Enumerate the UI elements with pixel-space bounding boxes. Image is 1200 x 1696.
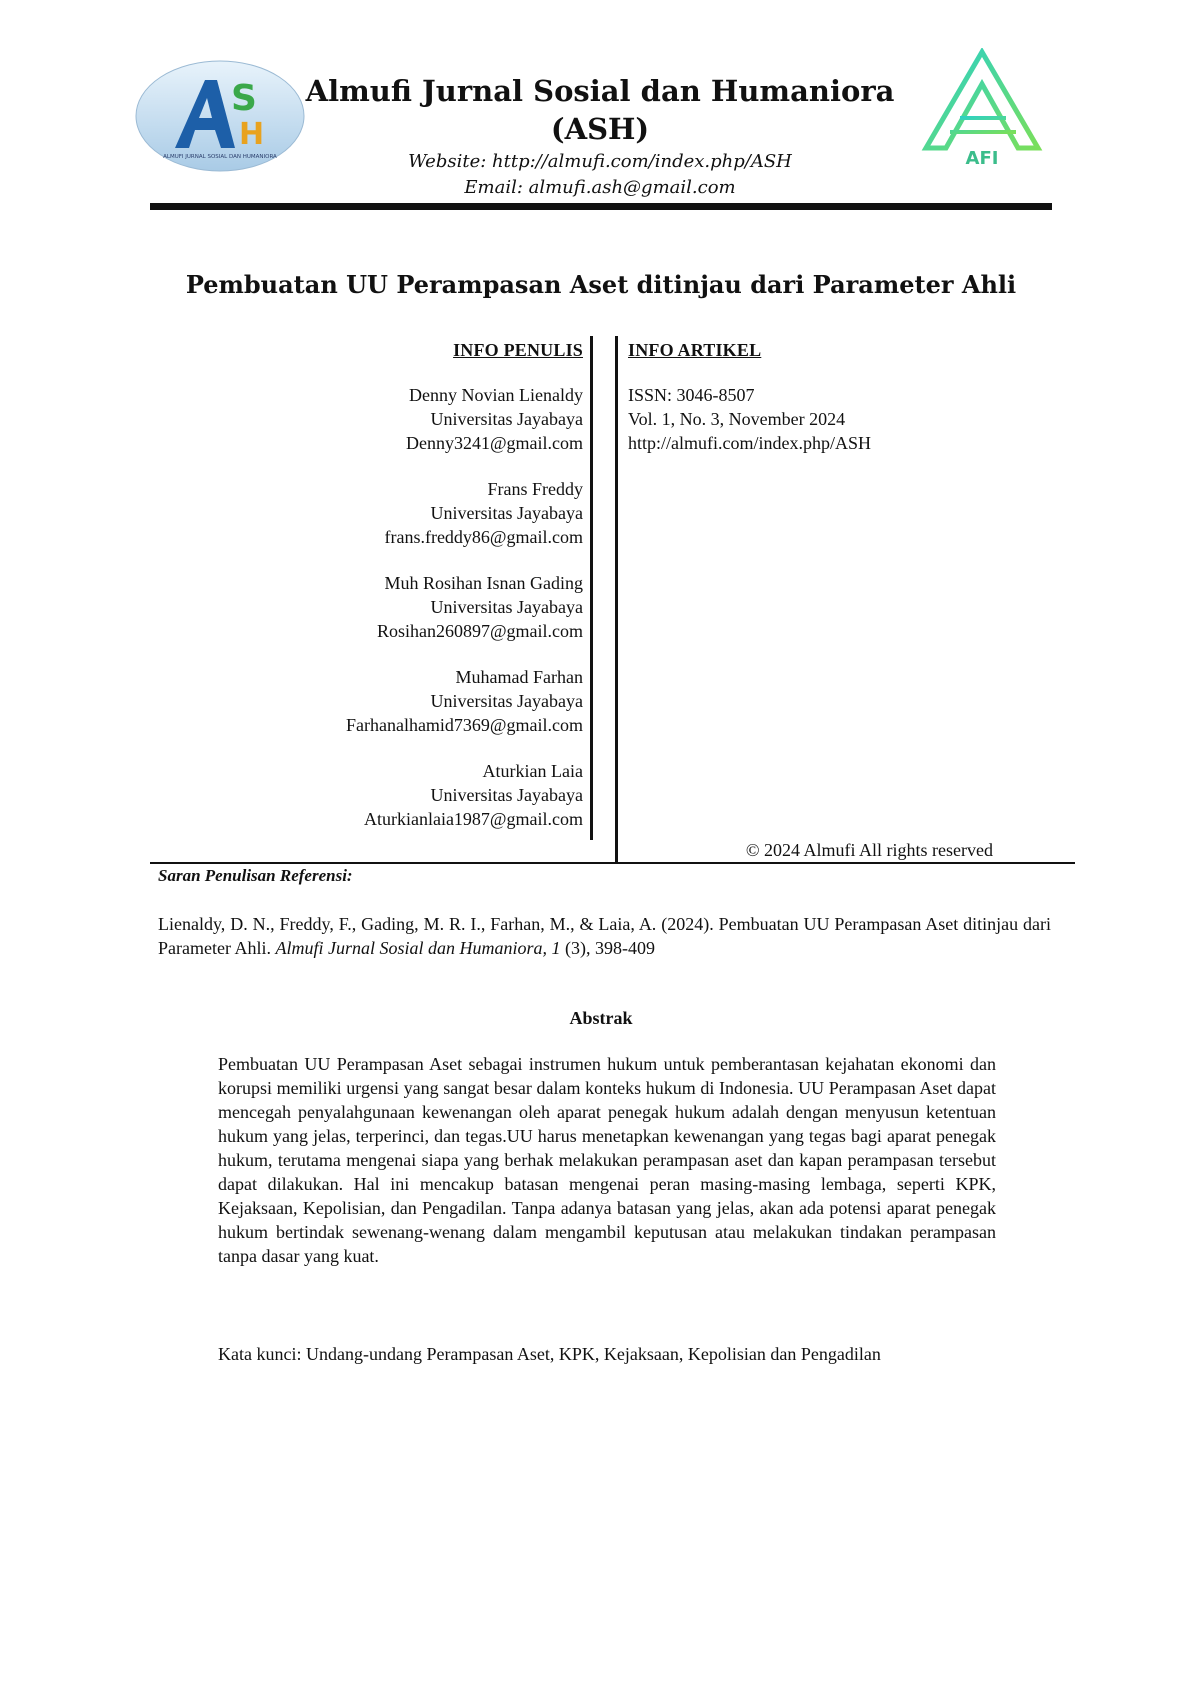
abstract-body: Pembuatan UU Perampasan Aset sebagai instrumen hukum untuk pemberantasan kejahatan ekonomi dan korupsi memiliki urgensi yang sangat besar dalam konteks hukum di Indonesia. UU Perampasan Aset dapat mencegah penyalahgunaan kewenangan oleh aparat penegak hukum adalah dengan menyusun ketentuan hukum yang jelas, terperinci, dan tegas.UU harus menetapkan kewenangan yang tegas bagi aparat penegak hukum, terutama mengenai siapa yang berhak melakukan perampasan aset dan kapan perampasan tersebut dapat dilakukan. Hal ini mencakup batasan mengenai peran masing-masing lembaga, seperti KPK, Kejaksaan, Kepolisian, dan Pengadilan. Tanpa adanya batasan yang jelas, akan ada potensi aparat penegak hukum bertindak sewenang-wenang dalam mengambil keputusan atau melakukan tindakan perampasan tanpa dasar yang kuat. <box>218 1054 996 1266</box>
journal-name-line1: Almufi Jurnal Sosial dan Humaniora <box>305 74 895 108</box>
copyright-notice: © 2024 Almufi All rights reserved <box>745 840 993 860</box>
info-divider <box>150 862 1075 864</box>
citation-label: Saran Penulisan Referensi: <box>158 866 353 885</box>
column-divider-right <box>615 336 618 864</box>
journal-website[interactable]: Website: http://almufi.com/index.php/ASH <box>408 151 792 172</box>
logo-caption: ALMUFI JURNAL SOSIAL DAN HUMANIORA <box>163 154 277 160</box>
author-list <box>250 383 583 831</box>
info-artikel-heading: INFO ARTIKEL <box>628 340 762 360</box>
author-affiliation: Universitas Jayabaya <box>430 409 583 429</box>
citation-text <box>158 912 1051 960</box>
author-block <box>250 665 583 737</box>
author-email[interactable]: Farhanalhamid7369@gmail.com <box>345 715 583 735</box>
info-penulis-heading: INFO PENULIS <box>453 340 583 360</box>
author-email[interactable]: Denny3241@gmail.com <box>405 433 583 453</box>
author-block <box>250 383 583 455</box>
author-block <box>250 477 583 549</box>
volume-info: Vol. 1, No. 3, November 2024 <box>628 409 846 429</box>
author-affiliation: Universitas Jayabaya <box>430 785 583 805</box>
author-email[interactable]: Rosihan260897@gmail.com <box>376 621 583 641</box>
issn: ISSN: 3046-8507 <box>628 385 755 405</box>
author-affiliation: Universitas Jayabaya <box>430 691 583 711</box>
svg-text:H: H <box>239 117 265 152</box>
journal-name-line2: (ASH) <box>550 112 650 146</box>
svg-text:S: S <box>231 78 257 119</box>
journal-url[interactable]: http://almufi.com/index.php/ASH <box>628 433 871 453</box>
author-block <box>250 759 583 831</box>
abstract-heading: Abstrak <box>569 1008 633 1028</box>
author-affiliation: Universitas Jayabaya <box>430 503 583 523</box>
column-divider-left <box>590 336 593 840</box>
info-penulis <box>250 340 583 831</box>
logo-afi-text: AFI <box>965 148 999 169</box>
author-name: Muh Rosihan Isnan Gading <box>384 573 583 593</box>
author-name: Denny Novian Lienaldy <box>409 385 583 405</box>
ash-journal-logo <box>135 60 305 172</box>
author-block <box>250 571 583 643</box>
info-artikel <box>628 340 1048 455</box>
author-email[interactable]: Aturkianlaia1987@gmail.com <box>363 809 583 829</box>
citation-journal: Almufi Jurnal Sosial dan Humaniora, 1 <box>275 938 561 958</box>
article-title: Pembuatan UU Perampasan Aset ditinjau dari Parameter Ahli <box>185 270 1017 299</box>
keywords: Kata kunci: Undang-undang Perampasan Aset, KPK, Kejaksaan, Kepolisian dan Pengadilan <box>218 1344 881 1364</box>
author-name: Muhamad Farhan <box>455 667 583 687</box>
author-email[interactable]: frans.freddy86@gmail.com <box>384 527 583 547</box>
afi-logo <box>920 48 1050 170</box>
journal-email[interactable]: Email: almufi.ash@gmail.com <box>464 177 736 198</box>
citation-pages: (3), 398-409 <box>560 938 655 958</box>
author-affiliation: Universitas Jayabaya <box>430 597 583 617</box>
author-name: Frans Freddy <box>487 479 583 499</box>
author-name: Aturkian Laia <box>482 761 583 781</box>
journal-name <box>300 72 900 148</box>
citation-main: Lienaldy, D. N., Freddy, F., Gading, M. R. I., Farhan, M., & Laia, A. (2024). Pembuatan UU Perampasan Aset ditinjau dari Parameter Ahli. <box>158 914 1051 958</box>
header-divider <box>150 203 1052 210</box>
